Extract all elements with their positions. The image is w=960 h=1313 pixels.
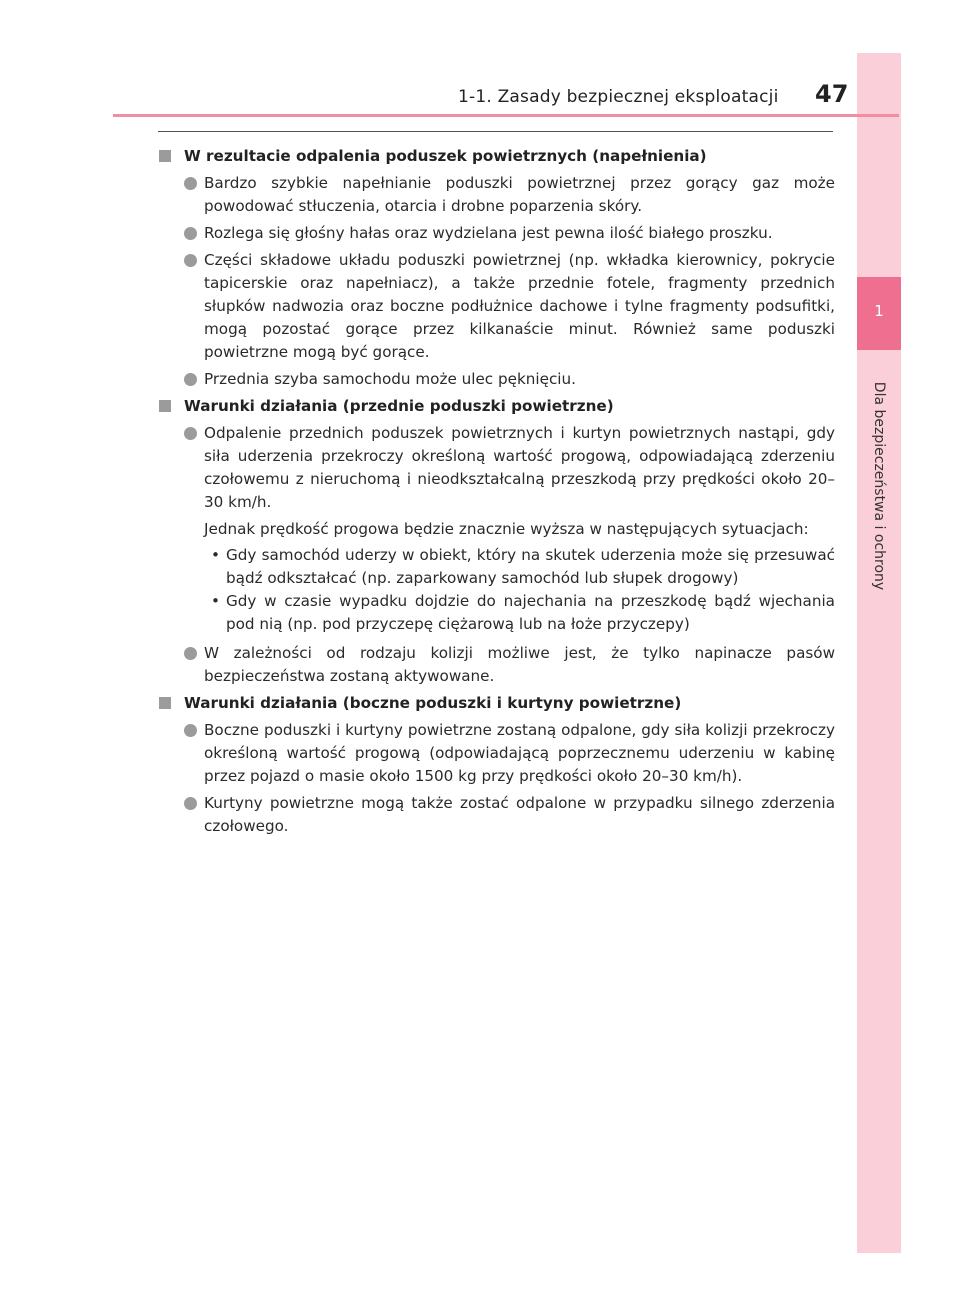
list-item: Przednia szyba samochodu może ulec pęknięciu. bbox=[158, 368, 835, 391]
chapter-number: 1 bbox=[874, 302, 884, 320]
page-number: 47 bbox=[815, 80, 849, 108]
list-item: Kurtyny powietrzne mogą także zostać odpalone w przypadku silnego zderzenia czołowego. bbox=[158, 792, 835, 838]
section-heading: Warunki działania (boczne poduszki i kurtyny powietrzne) bbox=[158, 692, 835, 715]
sub-list-item: • Gdy w czasie wypadku dojdzie do najechania na przeszkodę bądź wjechania pod nią (np. pod przyczepę ciężarową lub na łoże przyczepy) bbox=[211, 592, 835, 633]
list-item: Bardzo szybkie napełnianie poduszki powietrznej przez gorący gaz może powodować stłuczenia, otarcia i drobne poparzenia skóry. bbox=[158, 172, 835, 218]
list-item: Odpalenie przednich poduszek powietrznych i kurtyn powietrznych nastąpi, gdy siła uderzenia przekroczy określoną wartość progową, odpowiadającą zderzeniu czołowemu z nieruchomą i nieodkształcalną przeszkodą przy prędkości około 20–30 km/h. bbox=[158, 422, 835, 514]
page-content bbox=[158, 145, 835, 842]
circle-bullet-icon bbox=[184, 373, 197, 386]
chapter-title: Dla bezpieczeństwa i ochrony bbox=[871, 381, 887, 591]
list-item: Boczne poduszki i kurtyny powietrzne zostaną odpalone, gdy siła kolizji przekroczy określoną wartość progową (odpowiadającą poprzecznemu uderzeniu w kabinę przez pojazd o masie około 1500 kg przy prędkości około 20–30 km/h). bbox=[158, 719, 835, 788]
square-bullet-icon bbox=[159, 400, 171, 412]
small-bullet-icon: • bbox=[211, 592, 220, 610]
small-bullet-icon: • bbox=[211, 546, 220, 564]
circle-bullet-icon bbox=[184, 227, 197, 240]
square-bullet-icon bbox=[159, 697, 171, 709]
header-title: 1-1. Zasady bezpiecznej eksploatacji bbox=[458, 87, 779, 107]
list-item: Części składowe układu poduszki powietrznej (np. wkładka kierownicy, pokrycie tapicerskie oraz napełniacz), a także przednie fotele, fragmenty przednich słupków nadwozia oraz boczne podłużnice dachowe i tylne fragmenty podsufitki, mogą pozostać gorące przez kilkanaście minut. Również same poduszki powietrzne mogą być gorące. bbox=[158, 249, 835, 364]
side-tab bbox=[857, 53, 901, 1253]
circle-bullet-icon bbox=[184, 427, 197, 440]
paragraph: Jednak prędkość progowa będzie znacznie wyższa w następujących sytuacjach: bbox=[204, 520, 809, 538]
circle-bullet-icon bbox=[184, 647, 197, 660]
circle-bullet-icon bbox=[184, 254, 197, 267]
circle-bullet-icon bbox=[184, 177, 197, 190]
list-item: W zależności od rodzaju kolizji możliwe jest, że tylko napinacze pasów bezpieczeństwa zostaną aktywowane. bbox=[158, 642, 835, 688]
list-item: Rozlega się głośny hałas oraz wydzielana jest pewna ilość białego proszku. bbox=[158, 222, 835, 245]
square-bullet-icon bbox=[159, 150, 171, 162]
circle-bullet-icon bbox=[184, 724, 197, 737]
section-heading: Warunki działania (przednie poduszki powietrzne) bbox=[158, 395, 835, 418]
circle-bullet-icon bbox=[184, 797, 197, 810]
section-heading: W rezultacie odpalenia poduszek powietrznych (napełnienia) bbox=[158, 145, 835, 168]
content-rule bbox=[158, 131, 833, 132]
sub-list-item: • Gdy samochód uderzy w obiekt, który na skutek uderzenia może się przesuwać bądź odkształcać (np. zaparkowany samochód lub słupek drogowy) bbox=[211, 546, 835, 587]
header-rule bbox=[113, 114, 899, 117]
